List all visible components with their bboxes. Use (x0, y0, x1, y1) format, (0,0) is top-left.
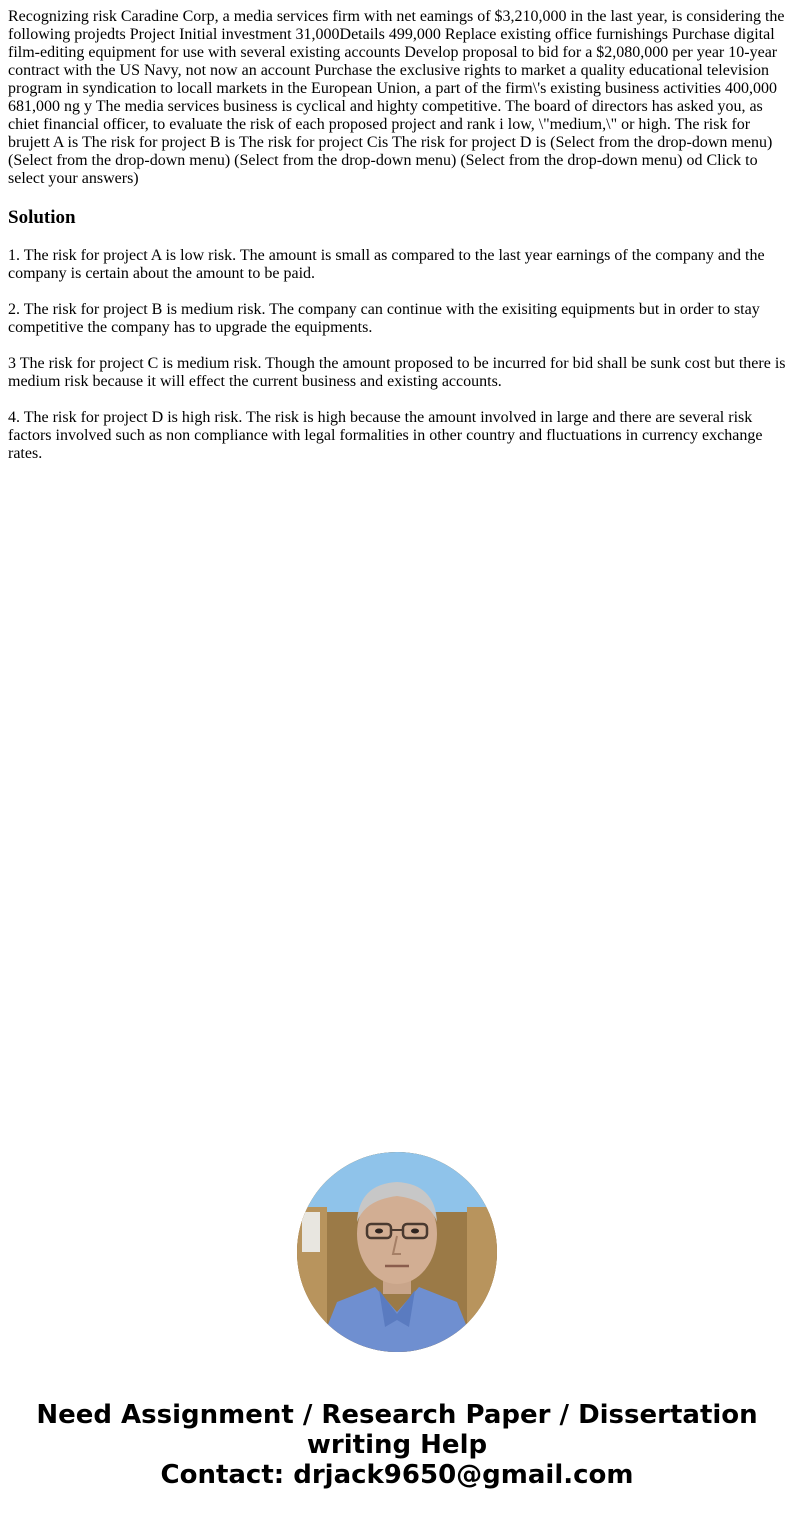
avatar (297, 1152, 497, 1352)
promo-contact: Contact: drjack9650@gmail.com (160, 1460, 634, 1490)
promo-text (0, 1400, 794, 1490)
promo-footer (0, 1152, 794, 1490)
answer-project-b: 2. The risk for project B is medium risk. The company can continue with the exisiting equipments but in order to stay competitive the company has to upgrade the equipments. (8, 301, 760, 336)
promo-line-2: writing Help (306, 1430, 488, 1460)
solution-heading: Solution (8, 207, 76, 228)
promo-line-1: Need Assignment / Research Paper / Dissertation (36, 1400, 758, 1430)
answer-project-d: 4. The risk for project D is high risk. The risk is high because the amount involved in large and there are several risk factors involved such as non compliance with legal formalities in other country and fluctuations in currency exchange rates. (8, 409, 763, 462)
answer-project-c: 3 The risk for project C is medium risk. Though the amount proposed to be incurred for bid shall be sunk cost but there is medium risk because it will effect the current business and existing accounts. (8, 355, 786, 390)
document-body (8, 8, 788, 463)
avatar-portrait (297, 1152, 497, 1352)
answer-project-a: 1. The risk for project A is low risk. The amount is small as compared to the last year earnings of the company and the company is certain about the amount to be paid. (8, 247, 765, 282)
question-text: Recognizing risk Caradine Corp, a media services firm with net eamings of $3,210,000 in the last year, is considering the following projedts Project Initial investment 31,000Details 499,000 Replace existing office furnishings Purchase digital film-editing equipment for use with several existing accounts Develop proposal to bid for a $2,080,000 per year 10-year contract with the US Navy, not now an account Purchase the exclusive rights to market a quality educational television program in syndication to locall markets in the European Union, a part of the firm\'s existing business activities 400,000 681,000 ng y The media services business is cyclical and highty competitive. The board of directors has asked you, as chiet financial officer, to evaluate the risk of each proposed project and rank i low, \"medium,\" or high. The risk for brujett A is The risk for project B is The risk for project Cis The risk for project D is (Select from the drop-down menu) (Select from the drop-down menu) (Select from the drop-down menu) (Select from the drop-down menu) od Click to select your answers) (8, 8, 785, 187)
